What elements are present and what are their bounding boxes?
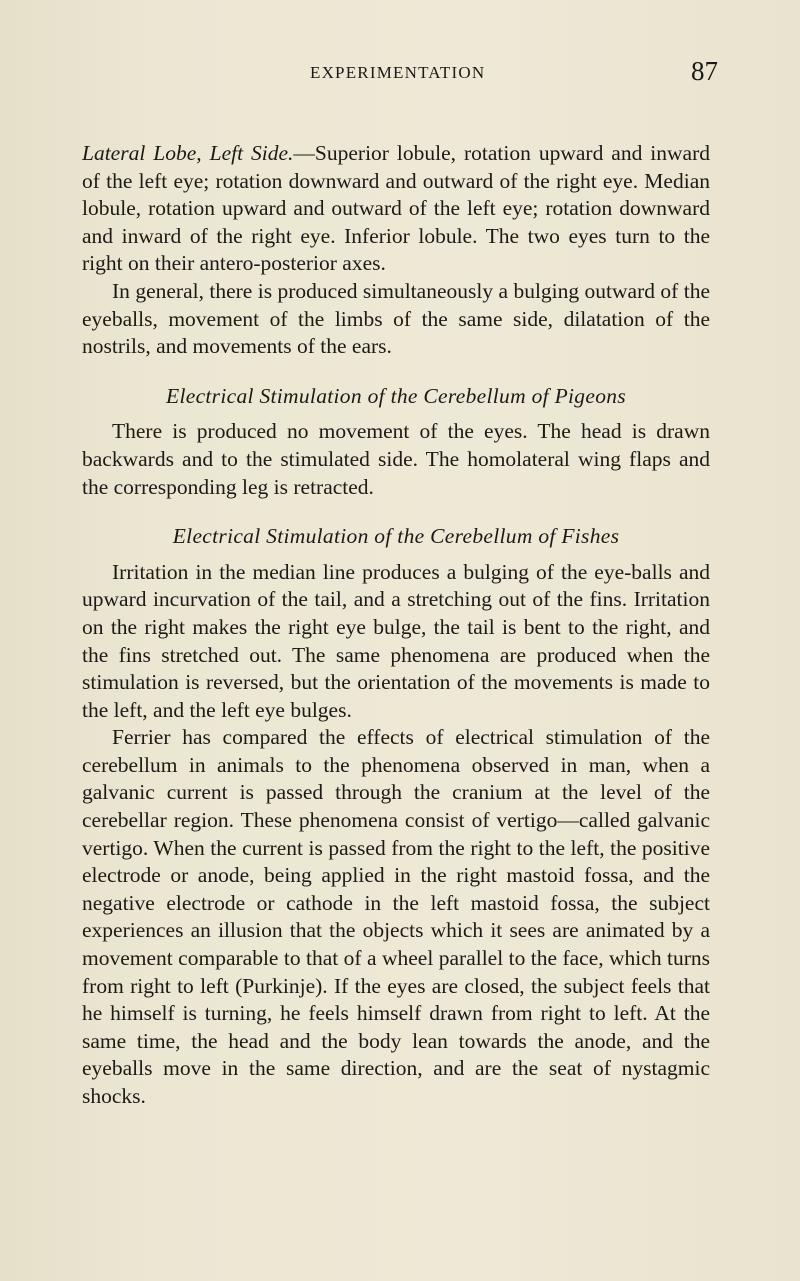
paragraph-text-lateral-lobe: —Superior lobule, rotation upward and inward of the left eye; rotation downward and outward of the right eye. Median lobule, rotation upward and outward of the left eye; rotation downward and inward of the right eye. Inferior lobule. The two eyes turn to the right on their antero-posterior axes. [82, 141, 710, 276]
section-heading-pigeons: Electrical Stimulation of the Cerebellum of Pigeons [166, 383, 626, 408]
body-text [82, 140, 710, 1111]
page-number: 87 [691, 56, 718, 86]
paragraph-pigeons: There is produced no movement of the eyes. The head is drawn backwards and to the stimulated side. The homolateral wing flaps and the corresponding leg is retracted. [82, 419, 710, 499]
section-heading-fishes: Electrical Stimulation of the Cerebellum of Fishes [172, 524, 620, 549]
paragraph-ferrier: Ferrier has compared the effects of electrical stimulation of the cerebellum in animals to the phenomena observed in man, when a galvanic current is passed through the cranium at the level of the cerebellar region. These phenomena consist of vertigo—called galvanic vertigo. When the current is passed from the right to the left, the positive electrode or anode, being applied in the right mastoid fossa, and the negative electrode or cathode in the left mastoid fossa, the subject experiences an illusion that the objects which it sees are animated by a movement comparable to that of a wheel parallel to the face, which turns from right to left (Purkinje). If the eyes are closed, the subject feels that he himself is turning, he feels himself drawn from right to left. At the same time, the head and the body lean towards the anode, and the eyeballs move in the same direction, and are the seat of nystagmic shocks. [82, 725, 710, 1108]
running-head [82, 58, 718, 98]
paragraph-general: In general, there is produced simultaneously a bulging outward of the eyeballs, movement of the limbs of the same side, dilatation of the nostrils, and movements of the ears. [82, 278, 710, 359]
paragraph-lateral-lobe [82, 140, 710, 278]
running-title: EXPERIMENTATION [310, 63, 486, 82]
paragraph-fishes: Irritation in the median line produces a bulging of the eye-balls and upward incurvation of the tail, and a stretching out of the fins. Irritation on the right makes the right eye bulge, the tail is bent to the right, and the fins stretched out. The same phenomena are produced when the stimulation is reversed, but the orientation of the movements is made to the left, and the left eye bulges. [82, 559, 710, 722]
paragraph-lead-lateral-lobe: Lateral Lobe, Left Side. [82, 141, 294, 165]
